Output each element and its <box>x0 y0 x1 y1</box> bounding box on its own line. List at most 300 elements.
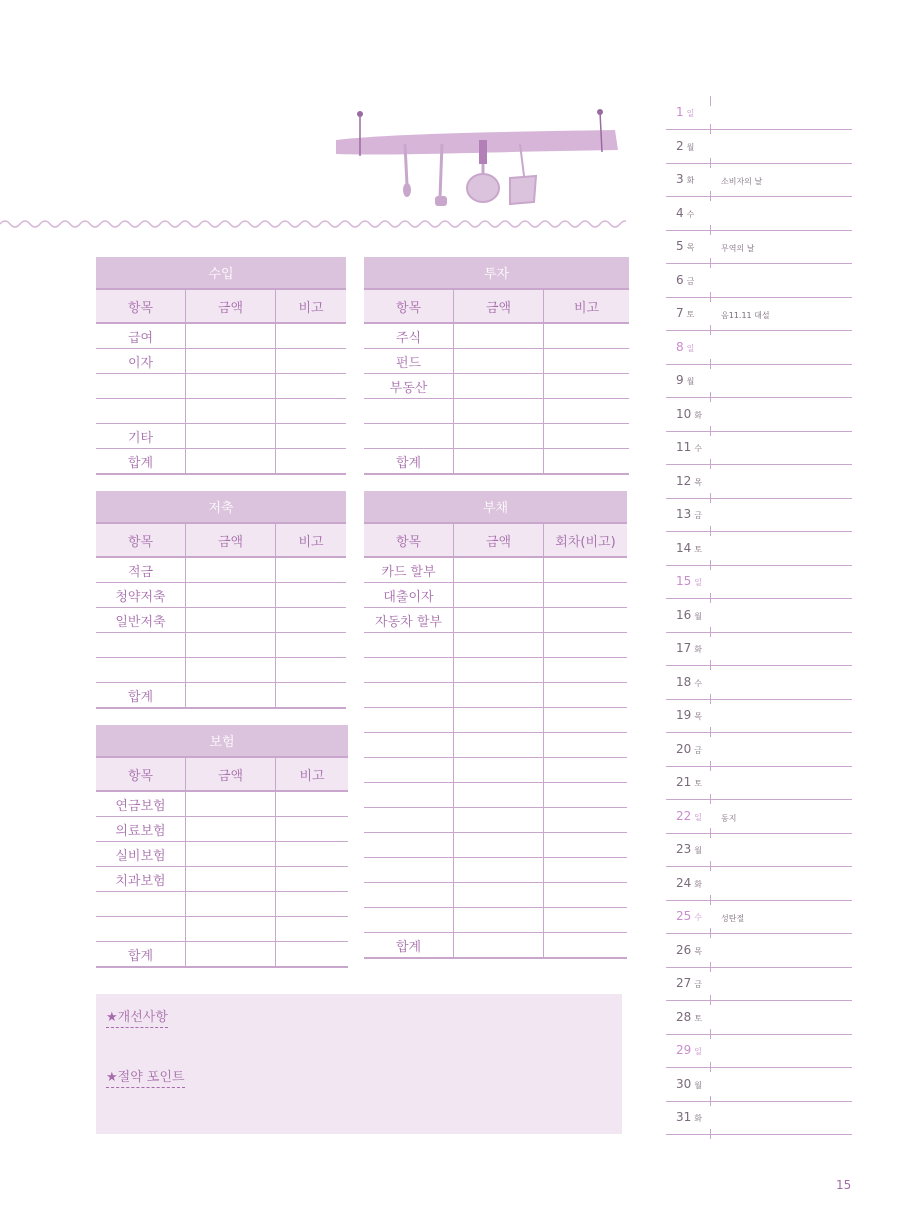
weekday: 토 <box>694 1013 703 1023</box>
day-number <box>676 273 694 287</box>
row-label: 합계 <box>96 683 186 707</box>
note-cell[interactable] <box>276 867 348 891</box>
amount-cell[interactable] <box>186 608 276 632</box>
insurance-col-headers <box>96 758 348 792</box>
date: 5 <box>676 239 684 253</box>
row-label: 실비보험 <box>96 842 186 866</box>
calendar-day-row[interactable] <box>666 1001 852 1035</box>
note-cell[interactable] <box>276 349 346 373</box>
day-number <box>676 742 702 756</box>
row-label <box>96 633 186 657</box>
note-cell[interactable] <box>276 842 348 866</box>
table-row <box>96 349 346 374</box>
row-label: 대출이자 <box>364 583 454 607</box>
date: 4 <box>676 205 684 220</box>
note-cell[interactable] <box>276 324 346 348</box>
weekday: 수 <box>694 444 703 453</box>
row-label <box>364 633 454 657</box>
calendar-day-row[interactable] <box>666 498 852 532</box>
calendar-day-row[interactable] <box>666 197 852 231</box>
day-number <box>676 239 694 253</box>
calendar-day-row[interactable] <box>666 230 852 264</box>
calendar-day-row[interactable] <box>666 733 852 767</box>
amount-cell[interactable] <box>186 349 276 373</box>
table-row <box>364 708 627 733</box>
col-item: 항목 <box>96 758 186 790</box>
income-title: 수입 <box>96 257 346 290</box>
amount-cell[interactable] <box>186 558 276 582</box>
amount-cell[interactable] <box>186 817 276 841</box>
table-row <box>364 783 627 808</box>
note-cell[interactable] <box>276 374 346 398</box>
calendar-day-row[interactable] <box>666 96 852 130</box>
amount-cell[interactable] <box>186 867 276 891</box>
row-label: 급여 <box>96 324 186 348</box>
note-cell[interactable] <box>544 608 627 632</box>
col-amount: 금액 <box>454 524 544 556</box>
table-row <box>96 658 346 683</box>
table-row <box>364 733 627 758</box>
day-number <box>676 641 702 655</box>
row-label <box>364 658 454 682</box>
date: 31 <box>676 1110 692 1124</box>
note-cell[interactable] <box>544 883 627 907</box>
amount-cell[interactable] <box>454 933 544 957</box>
amount-cell[interactable] <box>454 633 544 657</box>
amount-cell[interactable] <box>454 733 544 757</box>
weekday: 화 <box>694 1114 703 1123</box>
col-amount: 금액 <box>454 290 544 322</box>
col-amount: 금액 <box>186 290 276 322</box>
note-cell[interactable] <box>544 349 629 373</box>
weekday: 일 <box>686 109 695 118</box>
table-row <box>96 633 346 658</box>
day-number <box>676 340 694 354</box>
table-row <box>364 658 627 683</box>
row-label <box>364 424 454 448</box>
calendar-day-row[interactable] <box>666 163 852 197</box>
date: 22 <box>676 808 692 823</box>
note-cell[interactable] <box>276 683 346 707</box>
note-cell[interactable] <box>544 808 627 832</box>
amount-cell[interactable] <box>454 658 544 682</box>
row-label: 연금보험 <box>96 792 186 816</box>
weekday: 월 <box>686 142 695 152</box>
amount-cell[interactable] <box>454 399 544 423</box>
date: 24 <box>676 875 692 890</box>
date: 18 <box>676 674 692 689</box>
calendar-day-row[interactable] <box>666 331 852 365</box>
date: 2 <box>676 138 684 153</box>
date: 1 <box>676 105 684 119</box>
amount-cell[interactable] <box>454 858 544 882</box>
amount-cell[interactable] <box>454 608 544 632</box>
col-note: 비고 <box>299 768 325 784</box>
income-table <box>96 257 346 475</box>
note-cell[interactable] <box>544 449 629 473</box>
table-row <box>96 399 346 424</box>
debt-title: 부채 <box>364 491 627 524</box>
day-number <box>676 574 702 588</box>
note-cell[interactable] <box>544 733 627 757</box>
table-row <box>364 808 627 833</box>
date: 11 <box>676 440 692 454</box>
day-note: 음11.11 대설 <box>721 311 770 320</box>
amount-cell[interactable] <box>186 892 276 916</box>
calendar-day-row[interactable] <box>666 1034 852 1068</box>
weekday: 화 <box>686 176 695 185</box>
note-cell[interactable] <box>544 833 627 857</box>
table-row <box>96 424 346 449</box>
calendar-day-row[interactable] <box>666 800 852 834</box>
investment-col-headers <box>364 290 629 324</box>
table-row <box>96 842 348 867</box>
weekday: 토 <box>694 779 703 788</box>
day-note: 동지 <box>721 813 737 823</box>
row-label <box>364 783 454 807</box>
col-amount: 금액 <box>186 758 276 790</box>
weekday: 화 <box>694 410 703 420</box>
weekday: 금 <box>694 745 703 755</box>
date: 19 <box>676 708 692 722</box>
table-row <box>96 817 348 842</box>
day-note: 소비자의 날 <box>721 177 763 186</box>
amount-cell[interactable] <box>186 942 276 966</box>
row-label: 기타 <box>96 424 186 448</box>
amount-cell[interactable] <box>454 324 544 348</box>
day-number <box>676 809 702 823</box>
table-row <box>364 324 629 349</box>
date: 17 <box>676 641 692 655</box>
calendar-day-row[interactable] <box>666 264 852 298</box>
col-amount: 금액 <box>186 524 276 556</box>
amount-cell[interactable] <box>454 558 544 582</box>
calendar-day-row[interactable] <box>666 867 852 901</box>
row-label: 일반저축 <box>96 608 186 632</box>
note-cell[interactable] <box>276 792 348 816</box>
total-row <box>364 933 627 959</box>
row-label <box>364 808 454 832</box>
insurance-table <box>96 725 348 968</box>
amount-cell[interactable] <box>186 324 276 348</box>
table-row <box>364 883 627 908</box>
day-number <box>676 1077 702 1091</box>
amount-cell[interactable] <box>186 683 276 707</box>
day-number <box>676 105 694 119</box>
table-row <box>364 374 629 399</box>
date: 14 <box>676 540 692 555</box>
date: 30 <box>676 1076 692 1091</box>
table-row <box>364 349 629 374</box>
row-label <box>96 658 186 682</box>
amount-cell[interactable] <box>454 683 544 707</box>
weekday: 목 <box>694 477 703 487</box>
table-row <box>364 908 627 933</box>
col-item: 항목 <box>364 290 454 322</box>
row-label: 합계 <box>96 449 186 473</box>
weekday: 일 <box>694 1047 703 1056</box>
note-cell[interactable] <box>544 633 627 657</box>
table-row <box>96 892 348 917</box>
note-cell[interactable] <box>544 558 627 582</box>
amount-cell[interactable] <box>186 424 276 448</box>
table-row <box>364 683 627 708</box>
note-cell[interactable] <box>276 449 346 473</box>
col-note: 비고 <box>298 534 324 550</box>
weekday: 수 <box>694 678 703 688</box>
saving-point-label: ★절약 포인트 <box>106 1066 185 1088</box>
calendar-day-row[interactable] <box>666 565 852 599</box>
note-cell[interactable] <box>544 399 629 423</box>
date: 13 <box>676 507 692 521</box>
table-row <box>96 558 346 583</box>
date: 12 <box>676 473 692 488</box>
table-row <box>96 867 348 892</box>
date: 27 <box>676 976 692 990</box>
day-number <box>676 608 702 622</box>
row-label <box>364 708 454 732</box>
date: 3 <box>676 172 684 186</box>
note-cell[interactable] <box>544 374 629 398</box>
calendar-day-row[interactable] <box>666 1068 852 1102</box>
day-number <box>676 943 702 957</box>
calendar-day-row[interactable] <box>666 666 852 700</box>
calendar-day-row[interactable] <box>666 532 852 566</box>
day-number <box>676 507 702 521</box>
amount-cell[interactable] <box>454 883 544 907</box>
note-cell[interactable] <box>544 933 627 957</box>
calendar-day-row[interactable] <box>666 699 852 733</box>
row-label: 치과보험 <box>96 867 186 891</box>
day-number <box>676 541 702 555</box>
weekday: 목 <box>694 946 703 956</box>
date: 16 <box>676 607 692 622</box>
amount-cell[interactable] <box>186 633 276 657</box>
calendar-day-row[interactable] <box>666 599 852 633</box>
date: 25 <box>676 909 692 923</box>
weekday: 금 <box>694 511 703 520</box>
day-note: 성탄절 <box>721 914 745 923</box>
note-cell[interactable] <box>544 583 627 607</box>
note-cell[interactable] <box>276 917 348 941</box>
note-cell[interactable] <box>276 583 346 607</box>
investment-table <box>364 257 629 475</box>
note-cell[interactable] <box>544 683 627 707</box>
day-number <box>676 876 702 890</box>
table-row <box>96 917 348 942</box>
divider-tick <box>710 1129 711 1139</box>
table-row <box>364 558 627 583</box>
col-note: 비고 <box>573 300 600 316</box>
calendar-day-row[interactable] <box>666 364 852 398</box>
amount-cell[interactable] <box>454 583 544 607</box>
calendar-day-row[interactable] <box>666 967 852 1001</box>
amount-cell[interactable] <box>454 908 544 932</box>
memo-box <box>96 994 622 1134</box>
row-label: 청약저축 <box>96 583 186 607</box>
date: 8 <box>676 339 684 354</box>
date: 10 <box>676 406 692 421</box>
row-label <box>96 399 186 423</box>
note-cell[interactable] <box>544 783 627 807</box>
date: 9 <box>676 373 684 387</box>
day-number <box>676 675 702 689</box>
note-cell[interactable] <box>276 658 346 682</box>
amount-cell[interactable] <box>186 842 276 866</box>
weekday: 화 <box>694 879 703 889</box>
weekday: 월 <box>694 846 703 855</box>
amount-cell[interactable] <box>454 808 544 832</box>
date: 23 <box>676 842 692 856</box>
weekday: 금 <box>686 276 695 286</box>
weekday: 일 <box>694 578 703 587</box>
note-cell[interactable] <box>544 908 627 932</box>
table-row <box>96 792 348 817</box>
note-cell[interactable] <box>276 633 346 657</box>
note-cell[interactable] <box>544 708 627 732</box>
weekday: 일 <box>686 343 695 353</box>
day-number <box>676 474 702 488</box>
weekday: 월 <box>694 1080 703 1090</box>
note-cell[interactable] <box>544 858 627 882</box>
calendar-day-row[interactable] <box>666 1101 852 1135</box>
day-number <box>676 1010 702 1024</box>
col-item: 항목 <box>364 524 454 556</box>
calendar-day-row[interactable] <box>666 465 852 499</box>
row-label: 의료보험 <box>96 817 186 841</box>
date: 6 <box>676 272 684 287</box>
amount-cell[interactable] <box>454 374 544 398</box>
note-cell[interactable] <box>276 817 348 841</box>
amount-cell[interactable] <box>186 399 276 423</box>
amount-cell[interactable] <box>186 792 276 816</box>
amount-cell[interactable] <box>454 708 544 732</box>
wave-divider <box>0 216 626 232</box>
row-label: 적금 <box>96 558 186 582</box>
row-label: 주식 <box>364 324 454 348</box>
note-cell[interactable] <box>276 892 348 916</box>
calendar-day-row[interactable] <box>666 398 852 432</box>
table-row <box>364 833 627 858</box>
row-label <box>364 833 454 857</box>
day-number <box>676 1043 702 1057</box>
total-row <box>96 683 346 709</box>
day-number <box>676 373 694 387</box>
insurance-title: 보험 <box>96 725 348 758</box>
table-row <box>364 399 629 424</box>
row-label: 카드 할부 <box>364 558 454 582</box>
savings-title: 저축 <box>96 491 346 524</box>
day-note: 무역의 날 <box>721 244 755 253</box>
date: 20 <box>676 741 692 756</box>
weekday: 목 <box>686 243 695 252</box>
note-cell[interactable] <box>544 424 629 448</box>
row-label: 부동산 <box>364 374 454 398</box>
note-cell[interactable] <box>276 942 348 966</box>
note-cell[interactable] <box>276 608 346 632</box>
row-label <box>96 892 186 916</box>
row-label <box>364 908 454 932</box>
day-number <box>676 909 702 923</box>
day-number <box>676 306 694 320</box>
day-number <box>676 172 694 186</box>
row-label: 펀드 <box>364 349 454 373</box>
weekday: 일 <box>694 812 703 822</box>
note-cell[interactable] <box>276 399 346 423</box>
investment-title: 투자 <box>364 257 629 290</box>
row-label <box>364 758 454 782</box>
amount-cell[interactable] <box>186 658 276 682</box>
amount-cell[interactable] <box>454 424 544 448</box>
day-number <box>676 775 702 789</box>
table-row <box>364 758 627 783</box>
calendar-day-row[interactable] <box>666 934 852 968</box>
calendar-day-row[interactable] <box>666 431 852 465</box>
note-cell[interactable] <box>544 658 627 682</box>
row-label <box>364 883 454 907</box>
row-label: 자동차 할부 <box>364 608 454 632</box>
row-label: 이자 <box>96 349 186 373</box>
income-col-headers <box>96 290 346 324</box>
table-row <box>96 583 346 608</box>
weekday: 금 <box>694 980 703 989</box>
day-number <box>676 440 702 454</box>
col-item: 항목 <box>96 524 186 556</box>
note-cell[interactable] <box>544 324 629 348</box>
calendar-day-row[interactable] <box>666 766 852 800</box>
amount-cell[interactable] <box>186 374 276 398</box>
weekday: 월 <box>694 611 703 621</box>
weekday: 목 <box>694 712 703 721</box>
table-row <box>364 583 627 608</box>
date: 26 <box>676 942 692 957</box>
day-number <box>676 1110 702 1124</box>
row-label <box>364 399 454 423</box>
calendar-day-row[interactable] <box>666 833 852 867</box>
calendar-day-row[interactable] <box>666 297 852 331</box>
amount-cell[interactable] <box>186 449 276 473</box>
calendar-day-row[interactable] <box>666 632 852 666</box>
table-row <box>364 633 627 658</box>
note-cell[interactable] <box>276 424 346 448</box>
amount-cell[interactable] <box>454 783 544 807</box>
table-row <box>364 608 627 633</box>
date: 15 <box>676 574 692 588</box>
col-note: 회차(비고) <box>555 534 616 550</box>
amount-cell[interactable] <box>454 449 544 473</box>
amount-cell[interactable] <box>454 349 544 373</box>
total-row <box>96 942 348 968</box>
calendar-day-row[interactable] <box>666 900 852 934</box>
row-label: 합계 <box>364 449 454 473</box>
note-cell[interactable] <box>544 758 627 782</box>
amount-cell[interactable] <box>454 833 544 857</box>
day-number <box>676 139 694 153</box>
amount-cell[interactable] <box>454 758 544 782</box>
amount-cell[interactable] <box>186 583 276 607</box>
row-label <box>96 917 186 941</box>
day-number <box>676 842 702 856</box>
amount-cell[interactable] <box>186 917 276 941</box>
row-label <box>364 858 454 882</box>
debt-col-headers <box>364 524 627 558</box>
kitchen-utensils-illustration <box>330 100 620 215</box>
calendar-day-row[interactable] <box>666 130 852 164</box>
savings-col-headers <box>96 524 346 558</box>
date: 29 <box>676 1043 692 1057</box>
note-cell[interactable] <box>276 558 346 582</box>
date: 7 <box>676 306 684 320</box>
